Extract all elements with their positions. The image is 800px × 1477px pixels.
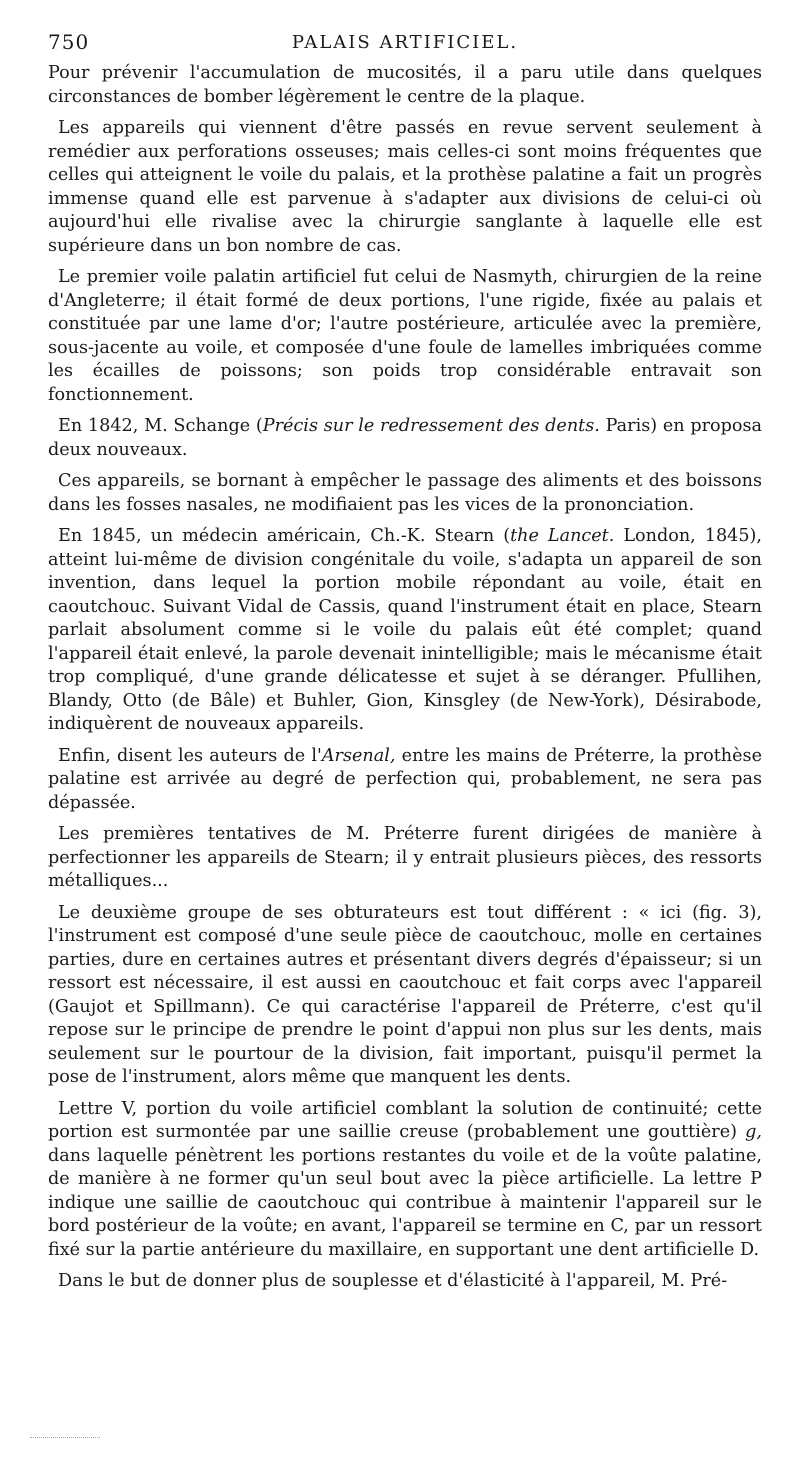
page-number: 750	[48, 30, 90, 54]
paragraph	[48, 266, 762, 407]
paragraph	[48, 745, 762, 816]
paragraph	[48, 62, 762, 109]
paragraph-text: Ces appareils, se bornant à empêcher le passage des aliments et des boissons dans les fosses nasales, ne modifiaient pas les vices de la prononciation.	[48, 471, 762, 515]
figure-letter: g,	[745, 1122, 762, 1142]
paragraph-text: entre les mains de Préterre, la prothèse palatine est arrivée au degré de perfection qui, probablement, ne sera pas dépassée.	[48, 745, 762, 813]
paragraph-text: Dans le but de donner plus de souplesse et d'élasticité à l'appareil, M. Pré-	[58, 1271, 728, 1291]
paragraph	[48, 902, 762, 1090]
paragraph-text: Lettre V, portion du voile artificiel comblant la solution de continuité; cette portion est surmontée par une saillie creuse (probablement une gouttière)	[48, 1098, 762, 1142]
paragraph-text: En 1845, un médecin américain, Ch.-K. Stearn (	[58, 526, 511, 546]
paragraph-text: London, 1845), atteint lui-même de division congénitale du voile, s'adapta un appareil de son invention, dans lequel la portion mobile répondant au voile, était en caoutchouc. Suivant Vidal de Cassis, quand l'instrument était en place, Stearn parlait absolument comme si le voile du palais eût été complet; quand l'appareil était enlevé, la parole devenait inintelligible; mais le mécanisme était trop compliqué, d'une grande délicatesse et sujet à se déranger. Pfullihen, Blandy, Otto (de Bâle) et Buhler, Gion, Kinsgley (de New-York), Désirabode, indiquèrent de nouveaux appareils.	[48, 526, 762, 734]
paragraph	[48, 415, 762, 462]
paragraph	[48, 823, 762, 894]
paragraph-text: En 1842, M. Schange (	[58, 416, 263, 436]
paragraph-text: Les premières tentatives de M. Préterre furent dirigées de manière à perfectionner les appareils de Stearn; il y entrait plusieurs pièces, des ressorts métalliques...	[48, 824, 762, 891]
paragraph	[48, 1270, 762, 1294]
paragraph	[48, 470, 762, 517]
citation-title: the Lancet.	[510, 526, 615, 546]
paragraph	[48, 117, 762, 258]
paragraph-text: Paris) en proposa deux nouveaux.	[48, 416, 762, 460]
paragraph-text: Pour prévenir l'accumulation de mucosités, il a paru utile dans quelques circonstances de bomber légèrement le centre de la plaque.	[48, 63, 762, 107]
paragraph-text: Le premier voile palatin artificiel fut celui de Nasmyth, chirurgien de la reine d'Angleterre; il était formé de deux portions, l'une rigide, fixée au palais et constituée par une lame d'or; l'autre postérieure, articulée avec la première, sous-jacente au voile, et composée d'une foule de lamelles imbriquées comme les écailles de poissons; son poids trop considérable entravait son fonctionnement.	[48, 267, 762, 405]
citation-title: Arsenal,	[321, 745, 396, 766]
paragraph	[48, 525, 762, 737]
paragraph-text: Enfin, disent les auteurs de l'	[58, 745, 322, 766]
paragraph	[48, 1098, 762, 1263]
paragraph-text: dans laquelle pénètrent les portions restantes du voile et de la voûte palatine, de manière à ne former qu'un seul bout avec la pièce artificielle. La lettre P indique une saillie de caoutchouc qui contribue à maintenir l'appareil sur le bord postérieur de la voûte; en avant, l'appareil se termine en C, par un ressort fixé sur la partie antérieure du maxillaire, en supportant une dent artificielle D.	[48, 1145, 762, 1260]
paragraph-text: Le deuxième groupe de ses obturateurs est tout différent : « ici (fig. 3), l'instrument est composé d'une seule pièce de caoutchouc, molle en certaines parties, dure en certaines autres et présentant divers degrés d'épaisseur; si un ressort est nécessaire, il est aussi en caoutchouc et fait corps avec l'appareil (Gaujot et Spillmann). Ce qui caractérise l'appareil de Préterre, c'est qu'il repose sur le principe de prendre le point d'appui non plus sur les dents, mais seulement sur le pourtour de la division, fait important, puisqu'il permet la pose de l'instrument, alors même que manquent les dents.	[48, 902, 762, 1087]
page-header	[48, 30, 762, 58]
footer-printer-mark	[30, 1437, 100, 1442]
page-body	[48, 62, 762, 1302]
paragraph-text: Les appareils qui viennent d'être passés en revue servent seulement à remédier aux perforations osseuses; mais celles-ci sont moins fréquentes que celles qui atteignent le voile du palais, et la prothèse palatine a fait un progrès immense quand elle est parvenue à s'adapter aux divisions de celui-ci où aujourd'hui elle rivalise avec la chirurgie sanglante à laquelle elle est supérieure dans un bon nombre de cas.	[48, 118, 762, 256]
citation-title: Précis sur le redressement des dents.	[262, 416, 600, 436]
running-title: PALAIS ARTIFICIEL.	[291, 32, 519, 53]
